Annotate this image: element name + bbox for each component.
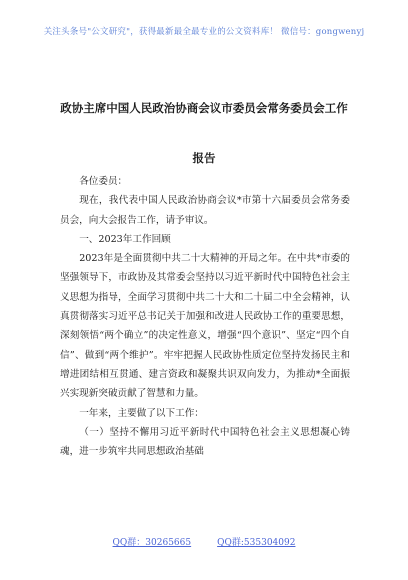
subsection-heading: （一）坚持不懈用习近平新时代中国特色社会主义思想凝心铸魂，进一步筑牢共同思想政治基础 <box>60 426 350 458</box>
paragraph-work-intro: 一年来，主要做了以下工作： <box>79 407 204 419</box>
footer-qq-group-1[interactable]: QQ群：30265665 <box>112 538 192 548</box>
document-body <box>60 172 350 461</box>
salutation: 各位委员： <box>79 176 128 187</box>
footer-qq-group-2[interactable]: QQ群:535304092 <box>217 538 296 548</box>
document-title-line-2: 报告 <box>192 151 216 165</box>
paragraph-review: 2023年是全面贯彻中共二十大精神的开局之年。在中共*市委的坚强领导下，市政协及其常委会坚持以习近平新时代中国特色社会主义思想为指导，全面学习贯彻中共二十大和二十届二中全会精神，认真贯彻落实习近平总书记关于加强和改进人民政协工作的重要思想，深刻领悟“两个确立”的决定性意义，增强“四个意识”、坚定“四个自信”、做到“两个维护”。牢牢把握人民政协性质定位坚持发扬民主和增进团结相互贯通、建言资政和凝聚共识双向发力，为推动*全面振兴实现新突破贡献了智慧和力量。 <box>60 253 350 400</box>
section-heading: 一、2023年工作回顾 <box>79 233 171 245</box>
document-title-line-1: 政协主席中国人民政治协商会议市委员会常务委员会工作 <box>60 101 348 115</box>
paragraph-intro: 现在，我代表中国人民政治协商会议*市第十六届委员会常务委员会，向大会报告工作，请予审议。 <box>60 195 350 226</box>
header-promo-note: 关注头条号"公文研究"，获得最新最全最专业的公文资料库！ 微信号：gongwenyj <box>43 27 365 37</box>
footer-qq-groups <box>0 535 408 548</box>
